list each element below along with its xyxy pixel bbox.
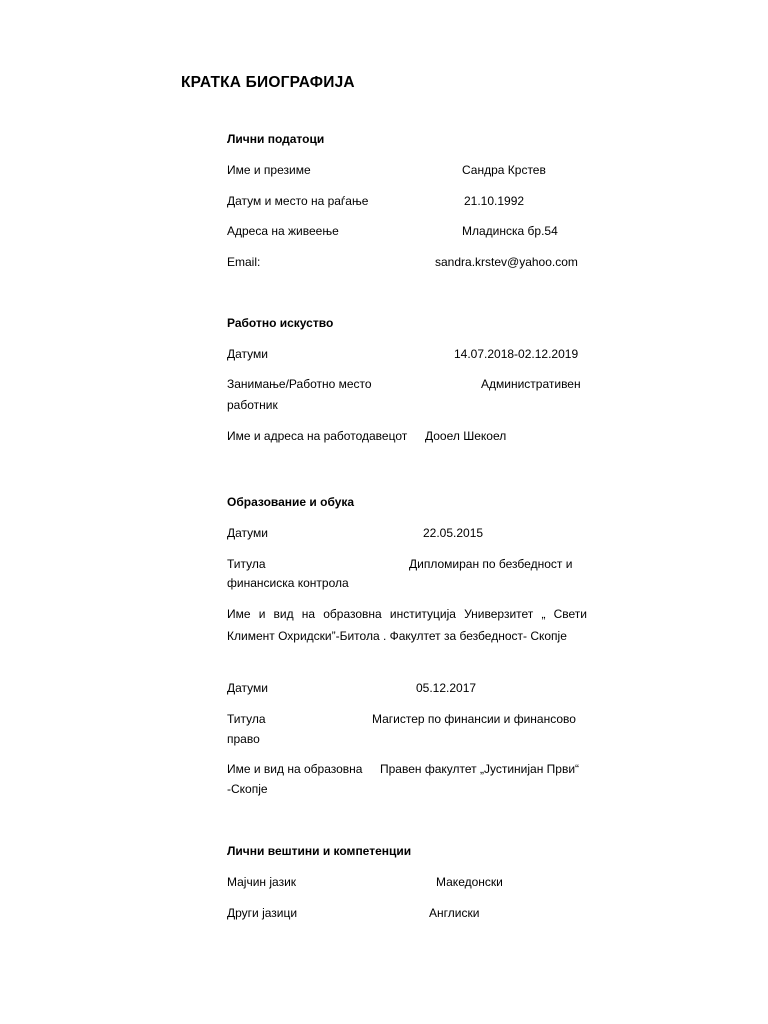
occupation-label: Занимање/Работно место (227, 377, 372, 391)
work-dates-value: 14.07.2018-02.12.2019 (454, 347, 579, 361)
institution-1-line-2: Свети Климент Охридски”-Битола . Факултет за безбедност- (227, 607, 587, 643)
edu-dates-label-1: Датуми (227, 526, 268, 540)
edu-title-value-2: Магистер по финансии и финансово (372, 712, 576, 726)
section-heading-personal: Лични податоци (227, 132, 325, 146)
occupation-value-continued: работник (227, 398, 278, 412)
institution-paragraph-1 (227, 603, 587, 647)
institution-1-line-1: Име и вид на образовна институција Универзитет „ (227, 607, 546, 621)
birth-value: 21.10.1992 (464, 194, 525, 208)
native-language-label: Мајчин јазик (227, 875, 297, 889)
edu-dates-label-2: Датуми (227, 681, 268, 695)
employer-label: Име и адреса на работодавецот (227, 429, 408, 443)
edu-title-value-1: Дипломиран по безбедност и (409, 557, 573, 571)
edu-title-value-1-continued: финансиска контрола (227, 576, 349, 590)
document-title: КРАТКА БИОГРАФИЈА (181, 74, 355, 91)
institution-value-2-continued: -Скопје (227, 782, 268, 796)
email-label: Email: (227, 255, 261, 269)
name-value: Сандра Крстев (462, 163, 546, 177)
section-heading-work: Работно искуство (227, 316, 334, 330)
employer-value: Дооел Шекоел (425, 429, 507, 443)
edu-dates-value-1: 22.05.2015 (423, 526, 484, 540)
native-language-value: Македонски (436, 875, 503, 889)
institution-1-line-3: Скопје (530, 629, 567, 643)
edu-dates-value-2: 05.12.2017 (416, 681, 477, 695)
name-label: Име и презиме (227, 163, 311, 177)
section-heading-education: Образование и обука (227, 495, 355, 509)
institution-value-2: Правен факултет „Јустинијан Први“ (380, 762, 580, 776)
address-value: Младинска бр.54 (462, 224, 558, 238)
email-value: sandra.krstev@yahoo.com (435, 255, 578, 269)
edu-title-value-2-continued: право (227, 732, 260, 746)
institution-label-2: Име и вид на образовна (227, 762, 363, 776)
edu-title-label-2: Титула (227, 712, 266, 726)
other-languages-label: Други јазици (227, 906, 298, 920)
section-heading-skills: Лични вештини и компетенции (227, 844, 412, 858)
birth-label: Датум и место на раѓање (227, 194, 369, 208)
edu-title-label-1: Титула (227, 557, 266, 571)
other-languages-value: Англиски (429, 906, 480, 920)
occupation-value: Административен (481, 377, 581, 391)
address-label: Адреса на живеење (227, 224, 339, 238)
work-dates-label: Датуми (227, 347, 268, 361)
